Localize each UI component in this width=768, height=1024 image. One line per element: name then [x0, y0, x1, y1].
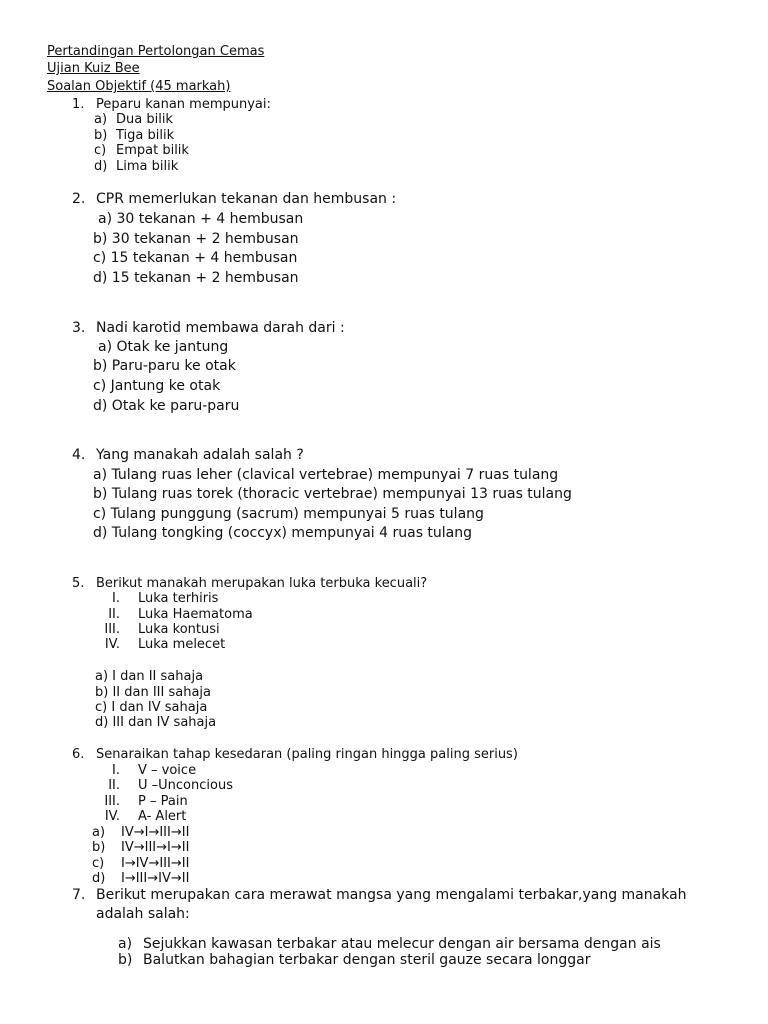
question-3	[72, 319, 345, 337]
q1-option-b: b) Tiga bilik	[94, 128, 175, 143]
q6-option-c: c) I→IV→III→II	[92, 856, 190, 871]
question-number: 5.	[72, 576, 85, 591]
question-text: Yang manakah adalah salah ?	[96, 447, 304, 463]
q3-option-b: b) Paru-paru ke otak	[93, 358, 236, 374]
question-5	[72, 576, 427, 592]
question-text: Peparu kanan mempunyai:	[96, 97, 271, 112]
q3-option-d: d) Otak ke paru-paru	[93, 398, 240, 414]
q5-option-d: d) III dan IV sahaja	[95, 715, 217, 730]
q5-option-a: a) I dan II sahaja	[95, 669, 204, 684]
q7-option-a: a) Sejukkan kawasan terbakar atau melecur dengan air bersama dengan ais	[118, 936, 661, 952]
q2-option-c: c) 15 tekanan + 4 hembusan	[93, 250, 298, 266]
question-number: 3.	[72, 320, 86, 336]
question-7-continued: adalah salah:	[96, 906, 190, 922]
q6-item-ii: II. U –Unconcious	[108, 778, 233, 793]
q5-option-b: b) II dan III sahaja	[95, 685, 212, 700]
question-text: Nadi karotid membawa darah dari :	[96, 320, 345, 336]
q2-option-a: a) 30 tekanan + 4 hembusan	[98, 211, 304, 227]
question-2	[72, 190, 396, 208]
doc-title: Pertandingan Pertolongan Cemas	[47, 44, 265, 59]
question-number: 2.	[72, 191, 86, 207]
q5-item-i: I. Luka terhiris	[112, 591, 219, 606]
q2-option-b: b) 30 tekanan + 2 hembusan	[93, 231, 299, 247]
question-6	[72, 747, 518, 763]
doc-section-title: Soalan Objektif (45 markah)	[47, 79, 231, 94]
question-number: 1.	[72, 97, 85, 112]
q3-option-a: a) Otak ke jantung	[98, 339, 229, 355]
q5-item-iii: III. Luka kontusi	[104, 622, 220, 637]
question-7	[72, 886, 687, 904]
q4-option-c: c) Tulang punggung (sacrum) mempunyai 5 ruas tulang	[93, 506, 484, 522]
q4-option-d: d) Tulang tongking (coccyx) mempunyai 4 ruas tulang	[93, 525, 473, 541]
q6-item-iii: III. P – Pain	[104, 794, 188, 809]
doc-subtitle: Ujian Kuiz Bee	[47, 61, 140, 76]
question-number: 6.	[72, 747, 85, 762]
question-text: Senaraikan tahap kesedaran (paling ringan hingga paling serius)	[96, 747, 518, 762]
question-text: CPR memerlukan tekanan dan hembusan :	[96, 191, 397, 207]
question-text: Berikut manakah merupakan luka terbuka kecuali?	[96, 576, 428, 591]
q1-option-a: a) Dua bilik	[94, 112, 173, 127]
question-1	[72, 97, 271, 113]
q3-option-c: c) Jantung ke otak	[93, 378, 221, 394]
question-4	[72, 446, 304, 464]
q6-item-i: I. V – voice	[112, 763, 197, 778]
q5-option-c: c) I dan IV sahaja	[95, 700, 208, 715]
q7-option-b: b) Balutkan bahagian terbakar dengan steril gauze secara longgar	[118, 952, 591, 968]
q4-option-a: a) Tulang ruas leher (clavical vertebrae) mempunyai 7 ruas tulang	[93, 467, 559, 483]
question-number: 7.	[72, 887, 86, 903]
q6-option-a: a) IV→I→III→II	[92, 825, 190, 840]
q4-option-b: b) Tulang ruas torek (thoracic vertebrae) mempunyai 13 ruas tulang	[93, 486, 572, 502]
question-text: Berikut merupakan cara merawat mangsa yang mengalami terbakar,yang manakah	[96, 887, 687, 903]
q6-option-d: d) I→III→IV→II	[92, 871, 190, 886]
q6-option-b: b) IV→III→I→II	[92, 840, 190, 855]
q1-option-d: d) Lima bilik	[94, 159, 179, 174]
q6-item-iv: IV. A- Alert	[104, 809, 187, 824]
q2-option-d: d) 15 tekanan + 2 hembusan	[93, 270, 299, 286]
q1-option-c: c) Empat bilik	[94, 143, 189, 158]
question-number: 4.	[72, 447, 86, 463]
q5-item-ii: II. Luka Haematoma	[108, 607, 253, 622]
q5-item-iv: IV. Luka melecet	[104, 637, 226, 652]
